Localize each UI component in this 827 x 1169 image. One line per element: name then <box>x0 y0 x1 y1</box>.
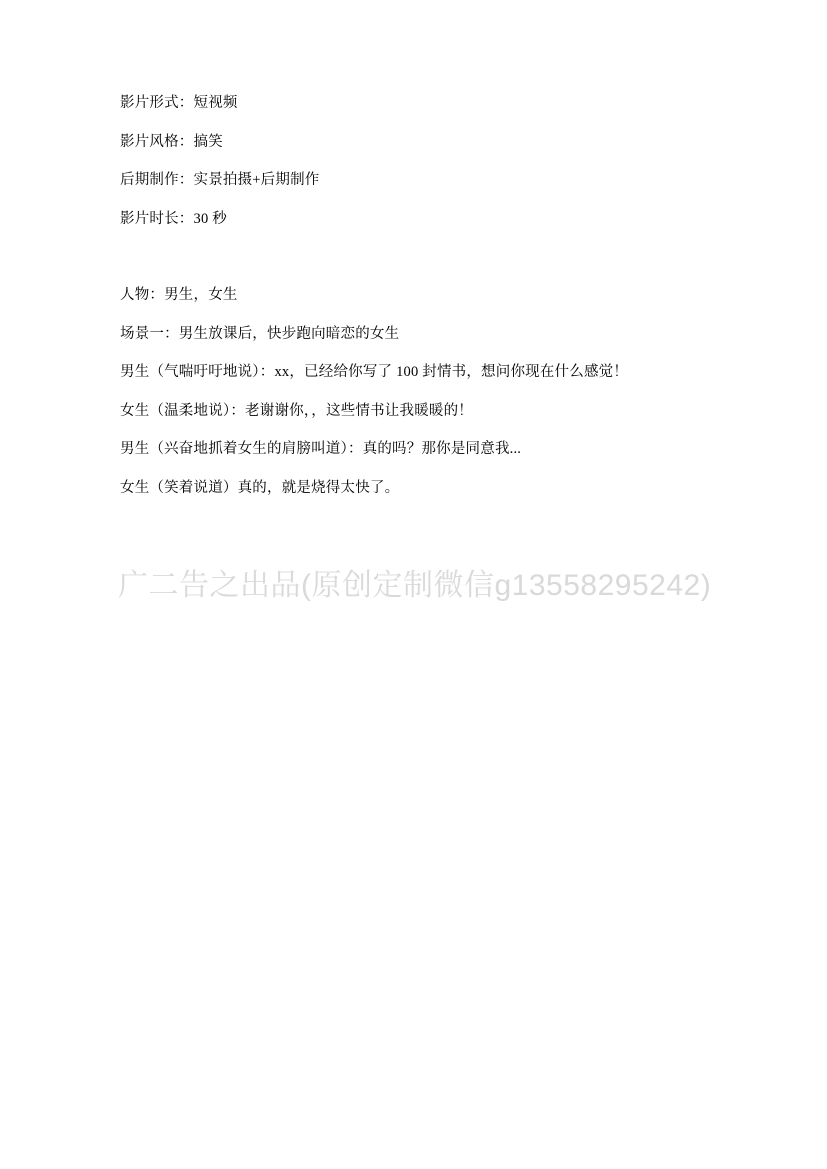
script-line-boy-2: 男生（兴奋地抓着女生的肩膀叫道）：真的吗？那你是同意我... <box>120 441 522 457</box>
spec-line-duration: 影片时长：30 秒 <box>120 210 227 227</box>
script-line-scene-one: 场景一：男生放课后，快步跑向暗恋的女生 <box>120 325 400 342</box>
script-line-characters: 人物：男生，女生 <box>120 287 238 303</box>
spec-line-post-production: 后期制作：实景拍摄+后期制作 <box>120 172 320 188</box>
script-line-girl-1: 女生（温柔地说）：老谢谢你，，这些情书让我暖暖的！ <box>120 402 473 419</box>
document-body <box>120 96 720 519</box>
spec-line-film-style: 影片风格：搞笑 <box>120 133 223 150</box>
script-line-girl-2: 女生（笑着说道）真的，就是烧得太快了。 <box>120 479 400 496</box>
spec-line-film-format: 影片形式：短视频 <box>120 95 238 111</box>
watermark-text: 广二告之出品(原创定制微信g13558295242) <box>118 569 712 602</box>
section-spacer <box>120 250 720 288</box>
script-line-boy-1: 男生（气喘吁吁地说）：xx，已经给你写了 100 封情书，想问你现在什么感觉！ <box>120 364 629 380</box>
